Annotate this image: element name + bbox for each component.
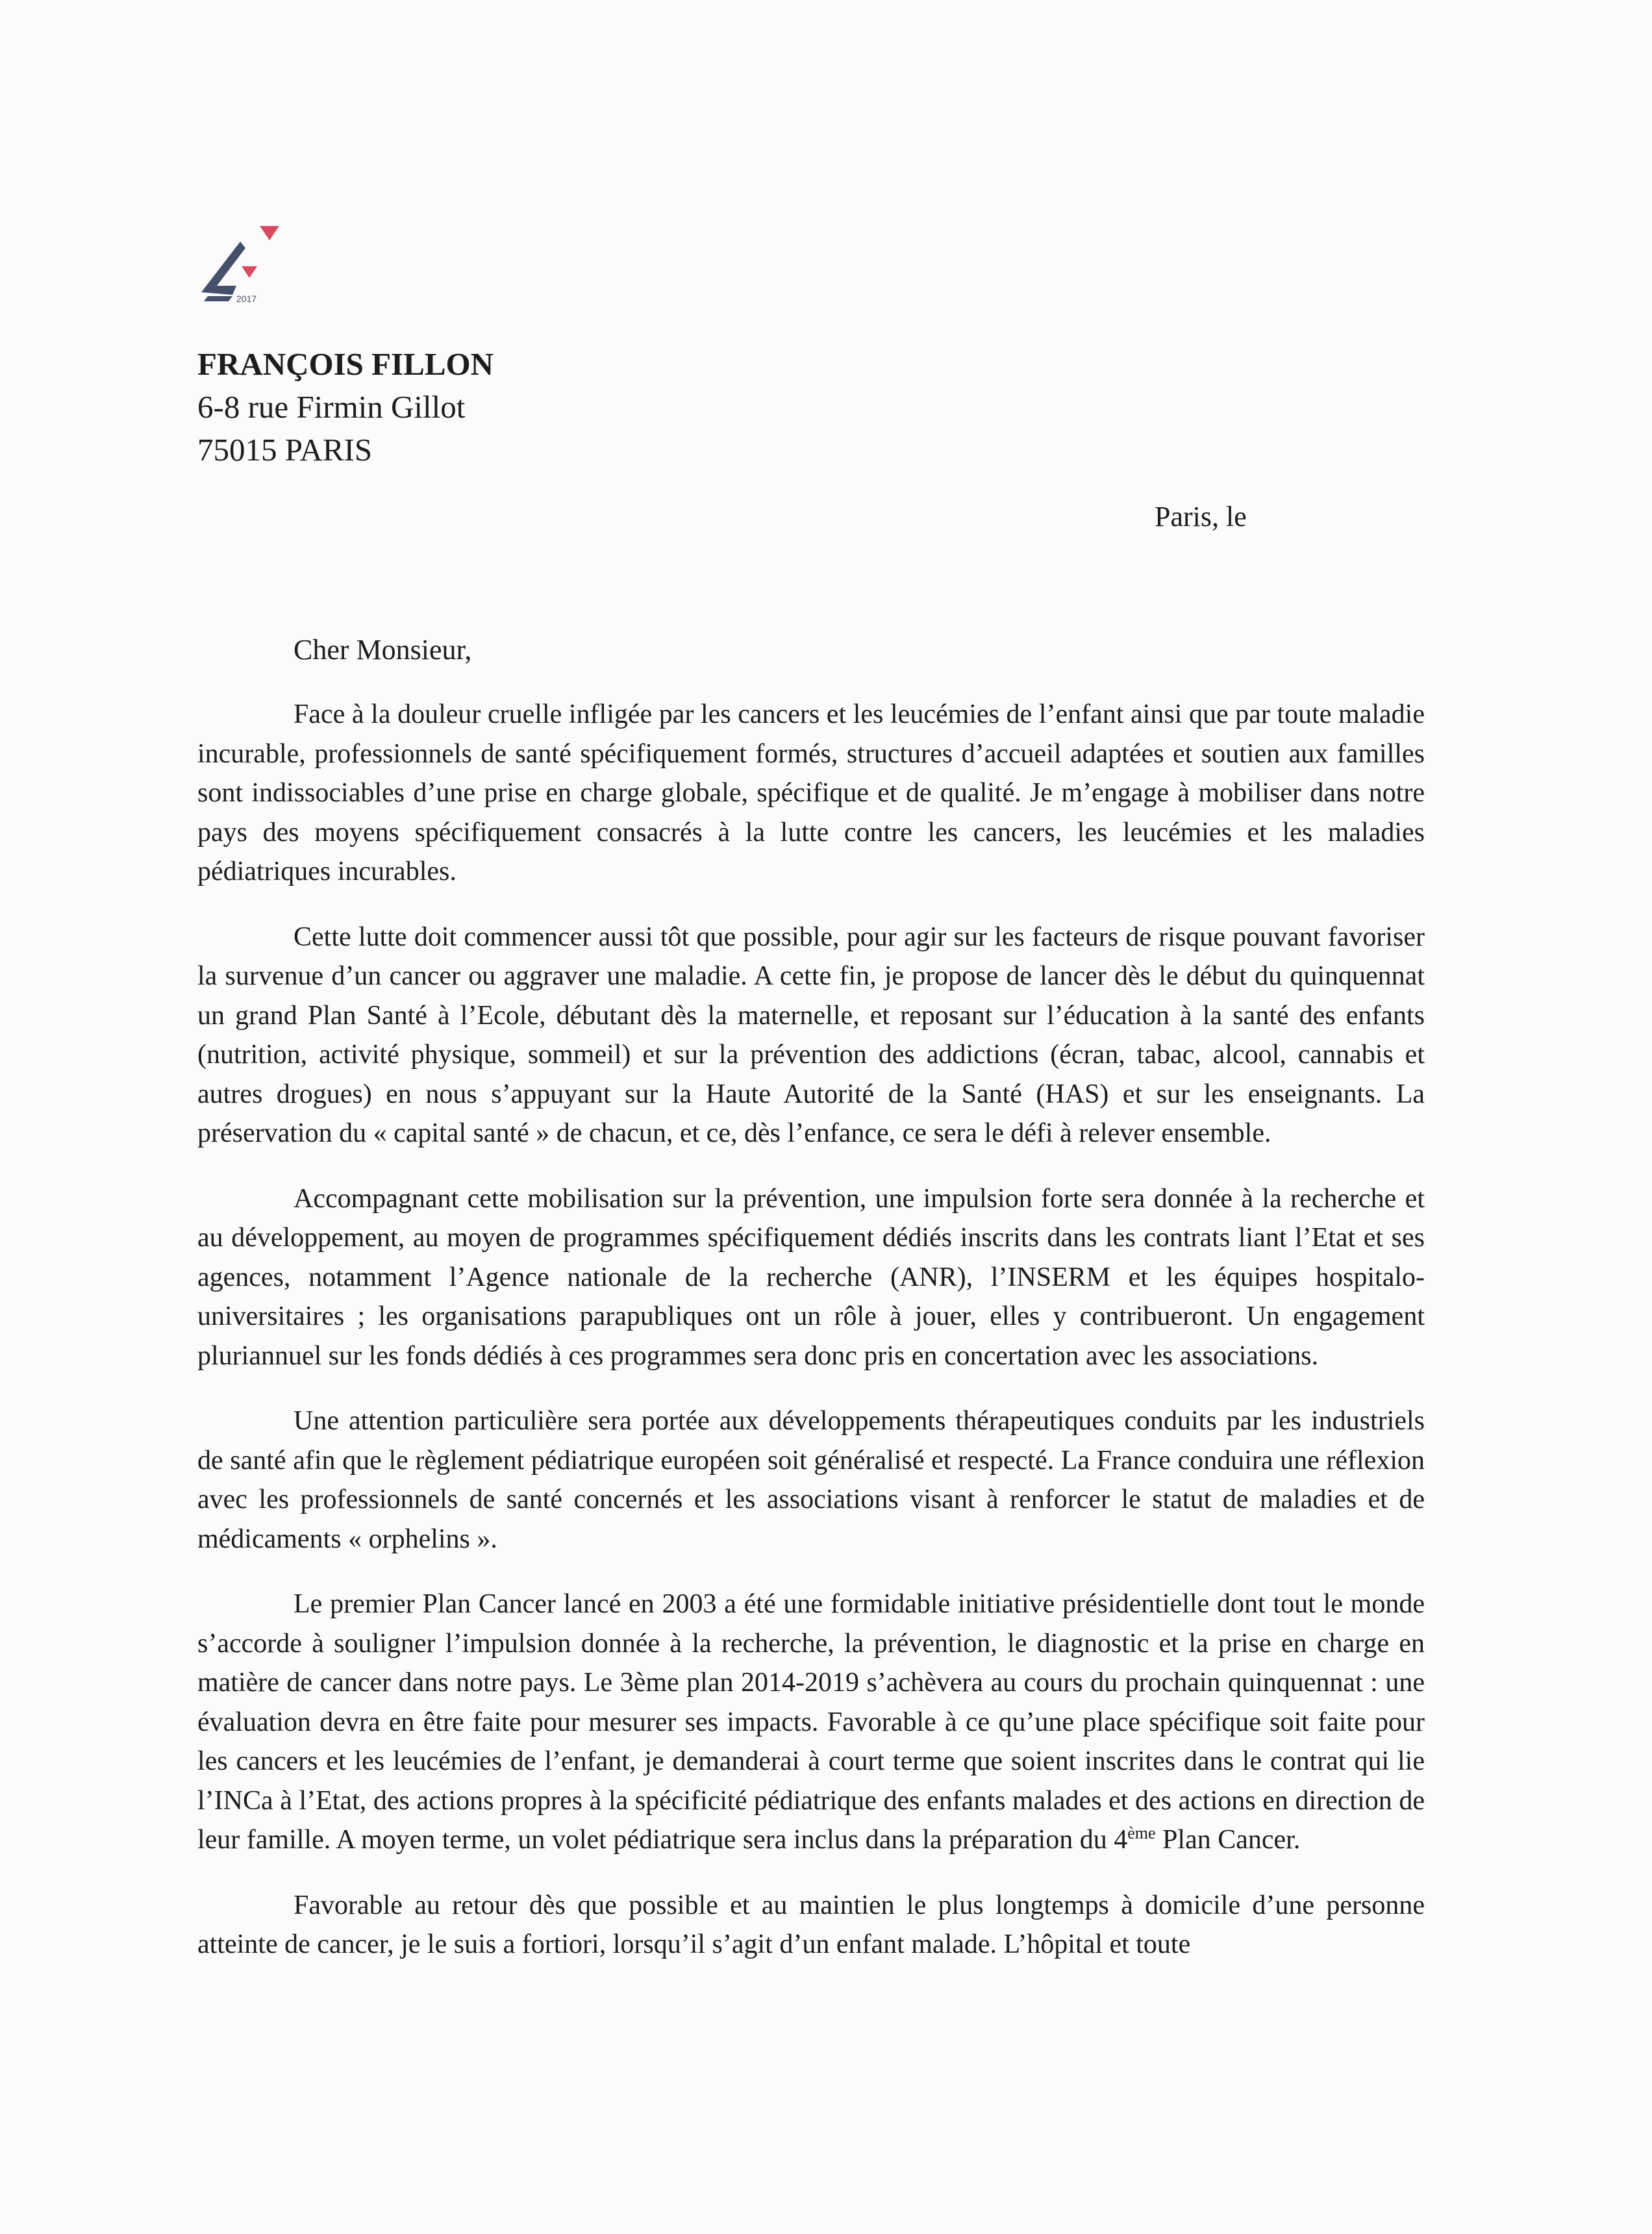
paragraph-1: Face à la douleur cruelle infligée par les cancers et les leucémies de l’enfant ainsi que par toute maladie incurable, professionnels de santé spécifiquement formés, structures d’accueil adaptées et soutien aux familles sont indissociables d’une prise en charge globale, spécifique et de qualité. Je m’engage à mobiliser dans notre pays des moyens spécifiquement consacrés à la lutte contre les cancers, les leucémies et les maladies pédiatriques incurables. — [197, 699, 1425, 886]
paragraph-5-text-end: Plan Cancer. — [1155, 1825, 1301, 1855]
sender-name: FRANÇOIS FILLON — [197, 346, 494, 382]
logo-dark-shape — [201, 242, 245, 295]
paragraph-5-text: Le premier Plan Cancer lancé en 2003 a été une formidable initiative présidentielle dont tout le monde s’accorde à souligner l’impulsion donnée à la recherche, la prévention, le diagnostic et la prise en charge en matière de cancer dans notre pays. Le 3ème plan 2014-2019 s’achèvera au cours du prochain quinquennat : une évaluation devra en être faite pour mesurer ses impacts. Favorable à ce qu’une place spécifique soit faite pour les cancers et les leucémies de l’enfant, je demanderai à court terme que soient inscrites dans le contrat qui lie l’INCa à l’Etat, des actions propres à la spécificité pédiatrique des enfants malades et des actions en direction de leur famille. A moyen terme, un volet pédiatrique sera inclus dans la préparation du 4 — [197, 1589, 1425, 1855]
logo-red-triangle-bottom — [242, 266, 257, 278]
logo-year: 2017 — [236, 294, 257, 304]
paragraph-2: Cette lutte doit commencer aussi tôt que possible, pour agir sur les facteurs de risque pouvant favoriser la survenue d’un cancer ou aggraver une maladie. A cette fin, je propose de lancer dès le début du quinquennat un grand Plan Santé à l’Ecole, débutant dès la maternelle, et reposant sur l’éducation à la santé des enfants (nutrition, activité physique, sommeil) et sur la prévention des addictions (écran, tabac, alcool, cannabis et autres drogues) en nous s’appuyant sur la Haute Autorité de la Santé (HAS) et sur les enseignants. La préservation du « capital santé » de chacun, et ce, dès l’enfance, ce sera le défi à relever ensemble. — [197, 922, 1425, 1148]
letter-body — [197, 695, 1425, 1990]
paragraph-3: Accompagnant cette mobilisation sur la prévention, une impulsion forte sera donnée à la recherche et au développement, au moyen de programmes spécifiquement dédiés inscrits dans les contrats liant l’Etat et ses agences, notamment l’Agence nationale de la recherche (ANR), l’INSERM et les équipes hospitalo-universitaires ; les organisations parapubliques ont un rôle à jouer, elles y contribueront. Un engagement pluriannuel sur les fonds dédiés à ces programmes sera donc pris en concertation avec les associations. — [197, 1183, 1425, 1371]
sender-address-street: 6-8 rue Firmin Gillot — [197, 389, 466, 425]
paragraph-4: Une attention particulière sera portée aux développements thérapeutiques conduits par les industriels de santé afin que le règlement pédiatrique européen soit généralisé et respecté. La France conduira une réflexion avec les professionnels de santé concernés et les associations visant à renforcer le statut de maladies et de médicaments « orphelins ». — [197, 1406, 1425, 1554]
paragraph-5-superscript: ème — [1127, 1824, 1156, 1842]
paragraph-5 — [197, 1585, 1425, 1860]
salutation: Cher Monsieur, — [294, 634, 472, 666]
sender-address-city: 75015 PARIS — [197, 432, 373, 468]
campaign-logo — [195, 214, 299, 312]
logo-dark-base — [204, 296, 232, 301]
paragraph-6: Favorable au retour dès que possible et au maintien le plus longtemps à domicile d’une personne atteinte de cancer, je le suis a fortiori, lorsqu’il s’agit d’un enfant malade. L’hôpital et toute — [197, 1890, 1425, 1959]
letter-date: Paris, le — [1155, 501, 1247, 533]
sender-block — [197, 343, 494, 471]
logo-red-triangle-top — [260, 226, 279, 240]
